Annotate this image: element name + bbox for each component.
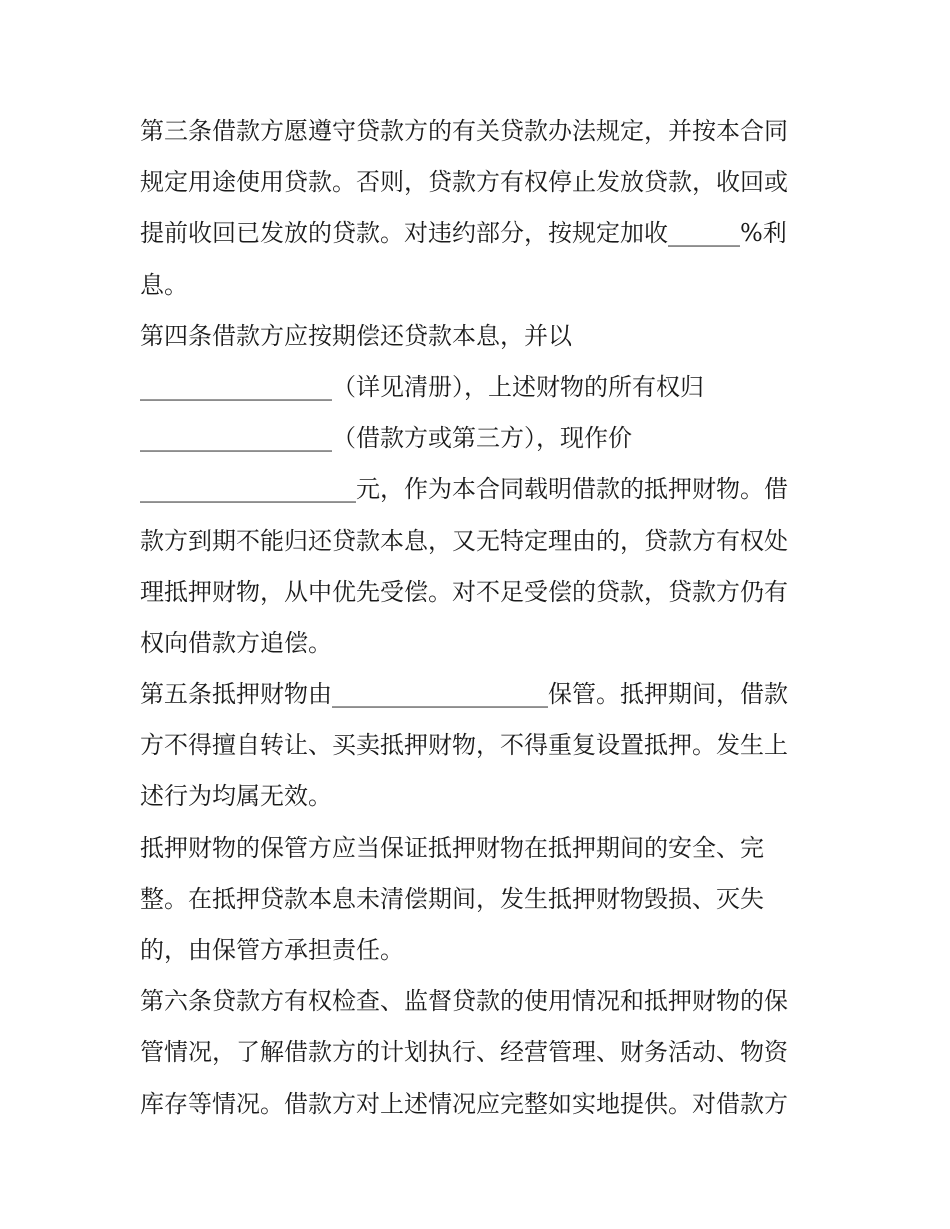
text-line: 述行为均属无效。: [140, 782, 332, 811]
text-line: 抵押财物的保管方应当保证抵押财物在抵押期间的安全、完: [140, 833, 764, 862]
contract-body-text: [140, 106, 820, 1130]
text-line: 提前收回已发放的贷款。对违约部分，按规定加收______%利: [140, 219, 787, 248]
text-line: 第三条借款方愿遵守贷款方的有关贷款办法规定，并按本合同: [140, 117, 788, 145]
text-line: 第四条借款方应按期偿还贷款本息，并以: [140, 321, 572, 350]
text-line: 方不得擅自转让、买卖抵押财物，不得重复设置抵押。发生上: [140, 731, 788, 760]
text-line: 整。在抵押贷款本息未清偿期间，发生抵押财物毁损、灭失: [140, 884, 764, 913]
text-line: 权向借款方追偿。: [140, 628, 332, 657]
text-line: 理抵押财物，从中优先受偿。对不足受偿的贷款，贷款方仍有: [140, 577, 788, 606]
text-line: ________________（借款方或第三方），现作价: [140, 424, 632, 453]
text-line: 的，由保管方承担责任。: [140, 936, 404, 964]
text-line: ________________（详见清册），上述财物的所有权归: [140, 372, 704, 401]
text-line: 息。: [140, 270, 188, 299]
text-line: 库存等情况。借款方对上述情况应完整如实地提供。对借款方: [140, 1089, 788, 1118]
text-line: 款方到期不能归还贷款本息，又无特定理由的，贷款方有权处: [140, 526, 788, 555]
text-line: 管情况，了解借款方的计划执行、经营管理、财务活动、物资: [140, 1038, 788, 1067]
text-line: 第五条抵押财物由__________________保管。抵押期间，借款: [140, 680, 788, 709]
text-line: 第六条贷款方有权检查、监督贷款的使用情况和抵押财物的保: [140, 987, 788, 1016]
text-line: 规定用途使用贷款。否则，贷款方有权停止发放贷款，收回或: [140, 168, 788, 197]
text-line: __________________元，作为本合同载明借款的抵押财物。借: [140, 475, 788, 504]
